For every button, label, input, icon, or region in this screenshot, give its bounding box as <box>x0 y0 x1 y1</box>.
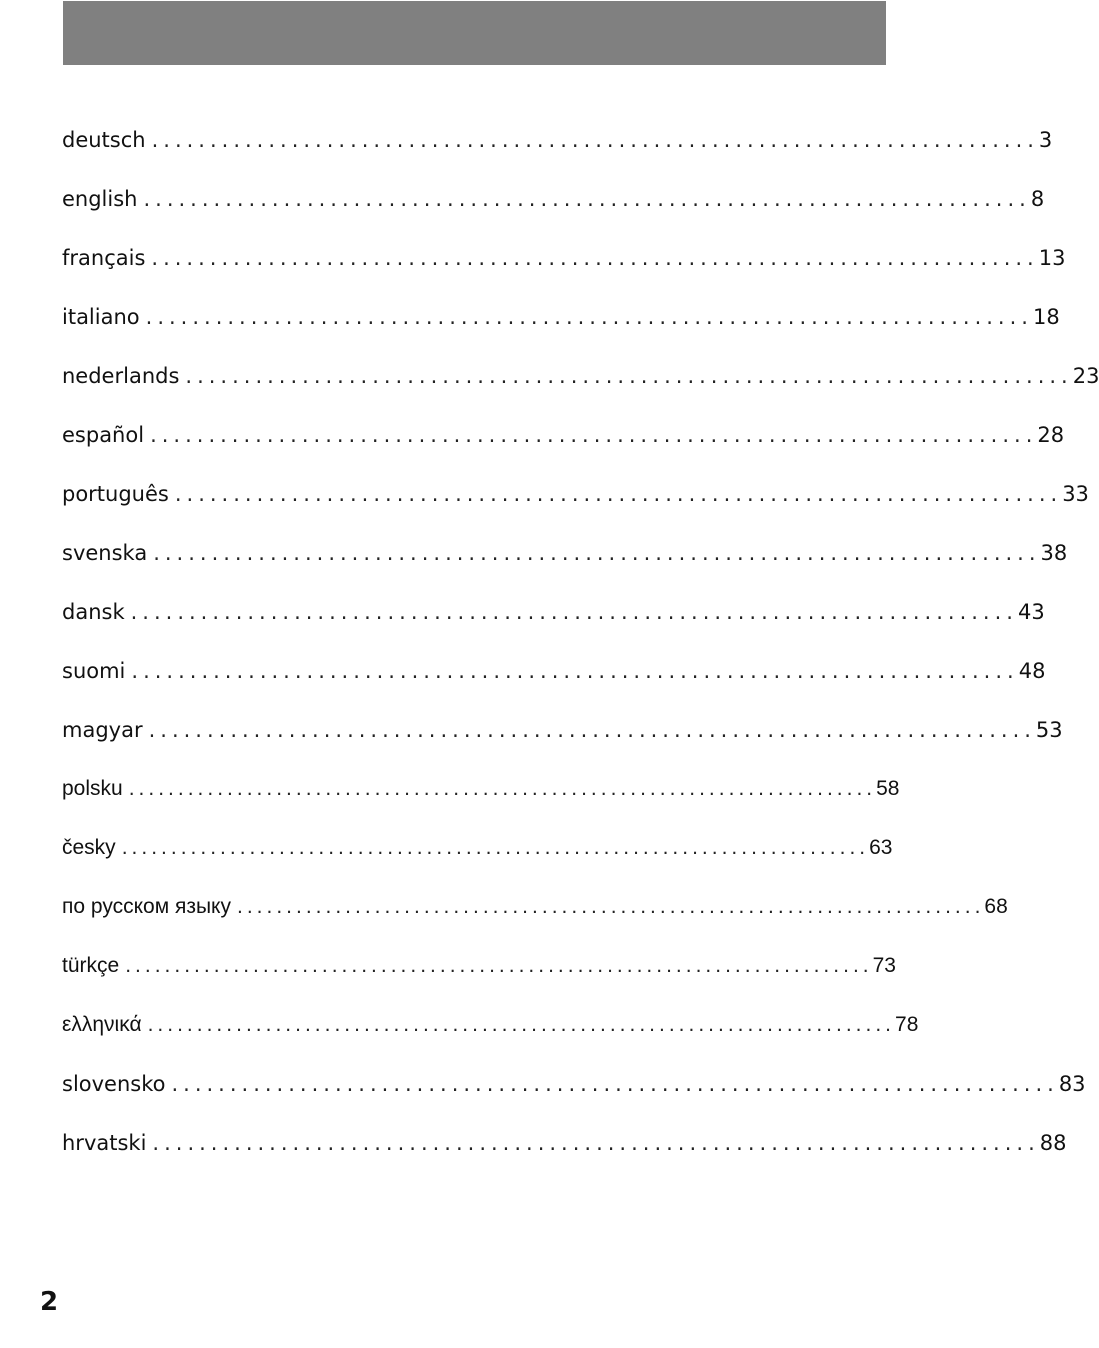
toc-entry-label: по русском языку <box>62 895 231 918</box>
toc-entry-label: česky <box>62 836 116 859</box>
header-band <box>63 1 886 65</box>
toc-entry-label: italiano <box>62 305 140 329</box>
toc-entry-page: 33 <box>1062 482 1089 506</box>
toc-entry-label: deutsch <box>62 128 146 152</box>
toc-entry[interactable] <box>62 297 1060 356</box>
toc-entry-label: español <box>62 423 145 447</box>
toc-entry[interactable] <box>62 120 1053 179</box>
toc-dot-leader: ............................................................................ <box>151 128 1039 152</box>
toc-dot-leader: ............................................................................ <box>185 364 1073 388</box>
toc-entry-page: 73 <box>872 954 896 977</box>
toc-entry-label: português <box>62 482 169 506</box>
toc-entry-label: magyar <box>62 718 143 742</box>
toc-entry-label: nederlands <box>62 364 180 388</box>
toc-entry-label: polsku <box>62 777 123 800</box>
toc-entry-label: ελληνικά <box>62 1013 142 1036</box>
toc-entry-page: 83 <box>1058 1072 1086 1096</box>
toc-entry-label: suomi <box>62 659 126 683</box>
toc-dot-leader: ............................................................................ <box>147 1013 896 1036</box>
toc-entry[interactable] <box>62 946 896 1005</box>
toc-dot-leader: ............................................................................ <box>143 187 1031 211</box>
toc-entry-label: français <box>62 246 146 270</box>
toc-dot-leader: ............................................................................ <box>153 541 1041 565</box>
toc-entry-page: 58 <box>876 777 900 800</box>
toc-entry[interactable] <box>62 1123 1067 1182</box>
toc-entry-page: 63 <box>869 836 893 859</box>
toc-dot-leader: ............................................................................ <box>150 423 1038 447</box>
toc-entry-page: 53 <box>1035 718 1063 742</box>
toc-dot-leader: ............................................................................ <box>171 1072 1059 1096</box>
toc-entry-page: 68 <box>984 895 1008 918</box>
toc-entry-label: slovensko <box>62 1072 166 1096</box>
toc-entry-page: 28 <box>1037 423 1065 447</box>
toc-entry[interactable] <box>62 651 1046 710</box>
table-of-contents <box>62 120 1099 1182</box>
toc-entry[interactable] <box>62 238 1066 297</box>
toc-entry[interactable] <box>62 710 1063 769</box>
toc-entry-page: 43 <box>1017 600 1045 624</box>
toc-entry-page: 23 <box>1072 364 1099 388</box>
page-number: 2 <box>40 1287 59 1317</box>
toc-dot-leader: ............................................................................ <box>128 777 877 800</box>
toc-entry-label: hrvatski <box>62 1131 147 1155</box>
toc-entry-page: 13 <box>1038 246 1066 270</box>
toc-entry-label: türkçe <box>62 954 120 977</box>
toc-entry[interactable] <box>62 533 1068 592</box>
toc-dot-leader: ............................................................................ <box>236 895 985 918</box>
toc-entry[interactable] <box>62 415 1065 474</box>
toc-dot-leader: ............................................................................ <box>145 305 1033 329</box>
toc-entry[interactable] <box>62 887 1008 946</box>
toc-entry[interactable] <box>62 592 1045 651</box>
toc-entry-page: 3 <box>1038 128 1053 152</box>
toc-dot-leader: ............................................................................ <box>130 600 1018 624</box>
toc-entry-page: 18 <box>1032 305 1060 329</box>
toc-dot-leader: ............................................................................ <box>148 718 1036 742</box>
toc-dot-leader: ............................................................................ <box>151 246 1039 270</box>
toc-entry[interactable] <box>62 179 1045 238</box>
toc-entry-label: dansk <box>62 600 125 624</box>
toc-entry-page: 38 <box>1040 541 1068 565</box>
toc-entry[interactable] <box>62 1005 919 1064</box>
toc-dot-leader: ............................................................................ <box>152 1131 1040 1155</box>
toc-entry[interactable] <box>62 828 893 887</box>
toc-dot-leader: ............................................................................ <box>125 954 873 977</box>
toc-entry[interactable] <box>62 769 900 828</box>
toc-entry[interactable] <box>62 1064 1086 1123</box>
toc-entry[interactable] <box>62 474 1089 533</box>
toc-entry-label: english <box>62 187 138 211</box>
toc-entry-page: 88 <box>1039 1131 1067 1155</box>
toc-dot-leader: ............................................................................ <box>174 482 1063 506</box>
toc-entry-page: 78 <box>895 1013 919 1036</box>
toc-entry-page: 48 <box>1018 659 1046 683</box>
toc-entry[interactable] <box>62 356 1099 415</box>
toc-dot-leader: ............................................................................ <box>121 836 870 859</box>
toc-dot-leader: ............................................................................ <box>131 659 1019 683</box>
toc-entry-page: 8 <box>1030 187 1045 211</box>
toc-entry-label: svenska <box>62 541 148 565</box>
